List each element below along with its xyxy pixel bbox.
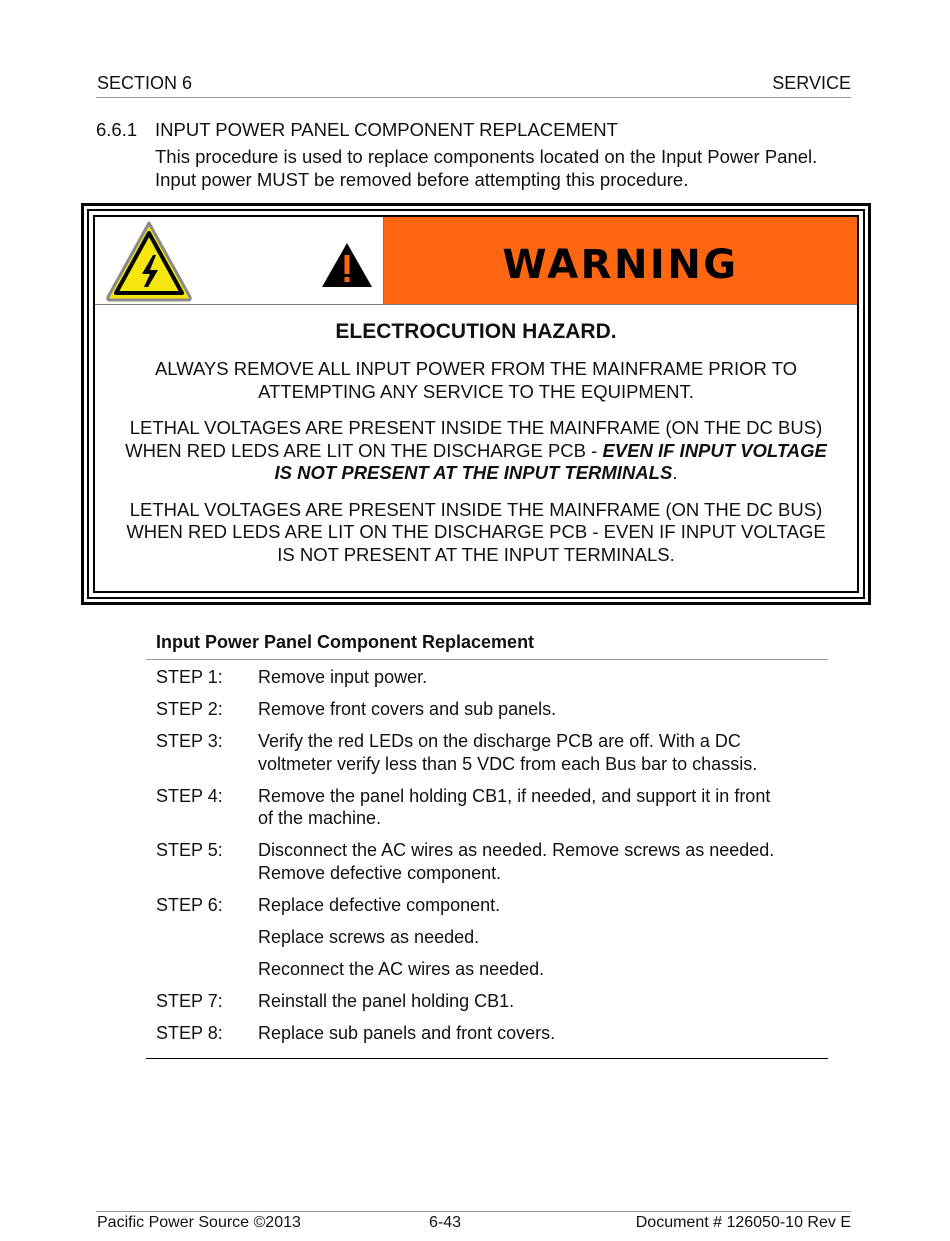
electrical-hazard-icon (104, 219, 194, 303)
step-text (258, 958, 828, 981)
step-row (146, 839, 828, 884)
warning-text: . (672, 462, 678, 483)
hazard-title: ELECTROCUTION HAZARD. (335, 320, 617, 343)
step-line: Reinstall the panel holding CB1. (258, 990, 515, 1011)
step-line: Replace screws as needed. (258, 926, 480, 947)
step-row (146, 1022, 828, 1045)
warning-emphasis: EVEN IF INPUT VOLTAGE (602, 439, 827, 461)
header-section: SECTION 6 (97, 73, 193, 93)
step-text (258, 839, 828, 884)
step-text (258, 990, 828, 1013)
step-label: STEP 8: (156, 1022, 223, 1043)
page-number: 6-43 (429, 1214, 462, 1231)
warning-header (95, 217, 857, 305)
step-label: STEP 6: (156, 894, 223, 915)
step-text (258, 894, 828, 917)
step-label: STEP 3: (156, 731, 223, 751)
step-label: STEP 7: (156, 990, 223, 1011)
warning-icon-cell (95, 217, 384, 304)
page-header (96, 73, 851, 98)
warning-paragraph (95, 417, 857, 485)
step-label (146, 958, 258, 981)
step-label: STEP 1: (156, 667, 223, 687)
warning-label: WARNING (502, 242, 739, 288)
step-label (146, 926, 258, 949)
procedure-steps (146, 660, 828, 1059)
step-line: Remove defective component. (258, 862, 502, 883)
section-number: 6.6.1 (96, 119, 138, 140)
warning-line: ALWAYS REMOVE ALL INPUT POWER FROM THE MAINFRAME PRIOR TO (154, 358, 798, 379)
section-intro (155, 146, 865, 191)
warning-line: IS NOT PRESENT AT THE INPUT TERMINALS. (277, 543, 675, 565)
step-line: Verify the red LEDs on the discharge PCB are off. With a DC (258, 731, 741, 751)
intro-line: This procedure is used to replace components located on the Input Power Panel. (155, 146, 818, 167)
warning-paragraph (95, 358, 857, 403)
step-line: Reconnect the AC wires as needed. (258, 958, 545, 979)
warning-line: ATTEMPTING ANY SERVICE TO THE EQUIPMENT. (258, 380, 694, 402)
intro-line: Input power MUST be removed before attempting this procedure. (155, 168, 689, 190)
step-text (258, 698, 828, 721)
procedure-title: Input Power Panel Component Replacement (146, 630, 828, 660)
warning-line (95, 462, 857, 485)
header-chapter: SERVICE (772, 73, 851, 93)
step-label: STEP 2: (156, 699, 223, 719)
exclamation-icon (320, 241, 374, 289)
step-line: Disconnect the AC wires as needed. Remove screws as needed. (258, 840, 775, 860)
step-row (146, 785, 828, 830)
step-label: STEP 4: (156, 785, 223, 806)
warning-banner (384, 217, 857, 304)
step-line: voltmeter verify less than 5 VDC from each Bus bar to chassis. (258, 753, 758, 774)
step-text (258, 666, 828, 689)
step-label: STEP 5: (156, 840, 223, 860)
warning-box (81, 203, 871, 605)
procedure-table (146, 630, 828, 1059)
warning-body (95, 320, 857, 580)
step-line: Replace sub panels and front covers. (258, 1022, 556, 1043)
step-row (146, 730, 828, 775)
warning-emphasis: IS NOT PRESENT AT THE INPUT TERMINALS (274, 462, 673, 483)
warning-line: LETHAL VOLTAGES ARE PRESENT INSIDE THE MAINFRAME (ON THE DC BUS) (129, 498, 823, 520)
page-footer (96, 1211, 851, 1234)
step-line: Remove front covers and sub panels. (258, 699, 557, 719)
step-row (146, 926, 828, 949)
step-line: Remove input power. (258, 667, 428, 687)
step-text (258, 730, 828, 775)
document-number: Document # 126050-10 Rev E (635, 1214, 851, 1231)
step-row (146, 698, 828, 721)
warning-paragraph (95, 499, 857, 567)
warning-text: WHEN RED LEDS ARE LIT ON THE DISCHARGE PCB - (125, 439, 603, 461)
warning-line: LETHAL VOLTAGES ARE PRESENT INSIDE THE MAINFRAME (ON THE DC BUS) (129, 417, 823, 438)
step-line: Replace defective component. (258, 894, 501, 915)
step-row (146, 958, 828, 981)
footer-company: Pacific Power Source ©2013 (97, 1214, 301, 1231)
step-line: Remove the panel holding CB1, if needed, and support it in front (258, 785, 771, 806)
warning-line (95, 440, 857, 463)
step-row (146, 894, 828, 917)
step-text (258, 926, 828, 949)
step-row (146, 666, 828, 689)
step-text (258, 1022, 828, 1045)
step-row (146, 990, 828, 1013)
section-title: INPUT POWER PANEL COMPONENT REPLACEMENT (155, 119, 618, 140)
warning-line: WHEN RED LEDS ARE LIT ON THE DISCHARGE PCB - EVEN IF INPUT VOLTAGE (126, 521, 826, 542)
step-line: of the machine. (258, 808, 382, 828)
step-text (258, 785, 828, 830)
